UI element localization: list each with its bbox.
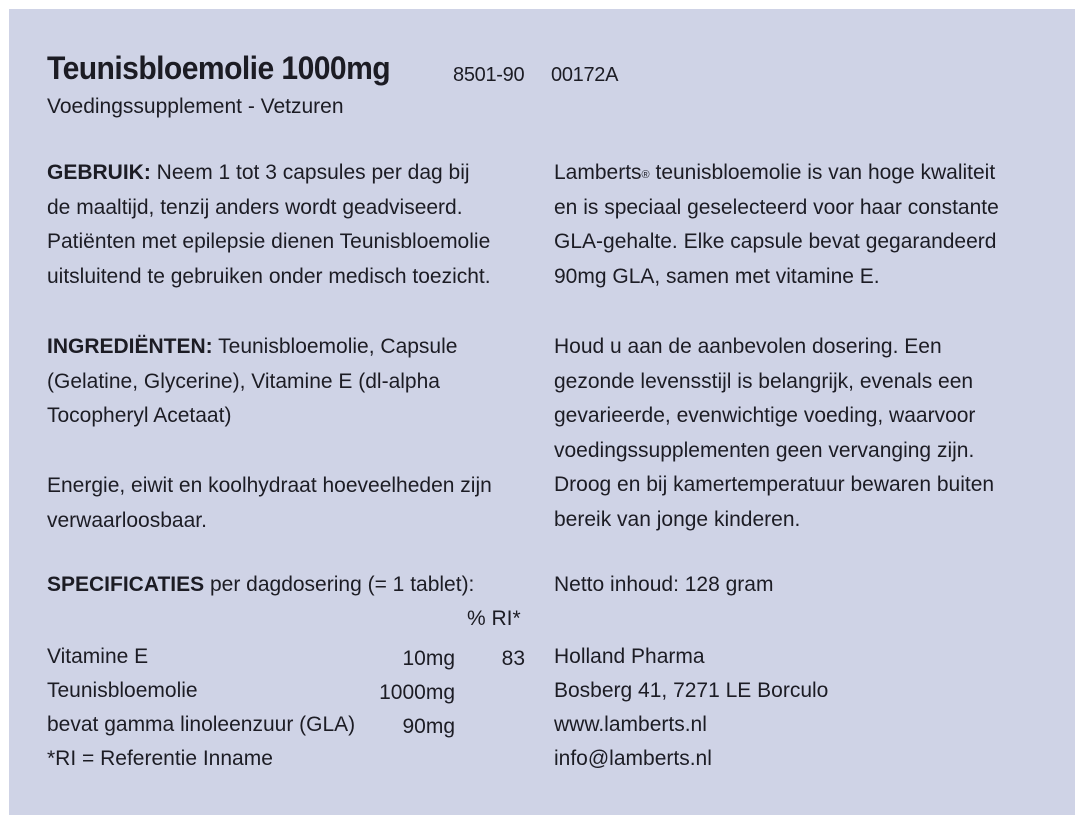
spec-name: Vitamine E [47,645,149,668]
energy-text: verwaarloosbaar. [47,508,207,532]
ingredients-text: (Gelatine, Glycerine), Vitamine E (dl-alpha [47,369,440,393]
spec-amount: 10mg [402,647,455,670]
ingredients-heading: INGREDIËNTEN: [47,335,213,358]
spec-name: Teunisbloemolie [47,679,198,702]
advice-text: gezonde levensstijl is belangrijk, evenals een [554,369,974,393]
specs-heading: SPECIFICATIES [47,573,205,596]
usage-heading: GEBRUIK: [47,161,151,184]
brand-name: Lamberts [554,161,642,184]
advice-section [554,330,1074,537]
energy-text: Energie, eiwit en koolhydraat hoeveelheden zijn [47,474,492,497]
product-code: 8501-90 [453,64,525,86]
quality-text: GLA-gehalte. Elke capsule bevat gegarandeerd [554,230,997,253]
ingredients-section [47,330,552,434]
ingredients-text: Teunisbloemolie, Capsule [212,335,458,358]
spec-name: bevat gamma linoleenzuur (GLA) [47,713,356,736]
usage-section [47,156,552,294]
product-label [9,9,1075,815]
product-subtitle: Voedingssupplement - Vetzuren [47,95,344,118]
company-address: Bosberg 41, 7271 LE Borculo [554,679,829,702]
company-section [554,640,1074,776]
spec-amount: 1000mg [379,681,455,704]
advice-text: voedingssupplementen geen vervanging zijn. [554,438,975,462]
company-email[interactable]: info@lamberts.nl [554,747,712,770]
quality-text: teunisbloemolie is van hoge kwaliteit [649,161,996,184]
registered-mark: ® [641,169,650,181]
usage-text: uitsluitend te gebruiken onder medisch toezicht. [47,264,491,288]
specs-heading-rest: per dagdosering (= 1 tablet): [204,573,475,596]
usage-text: Patiënten met epilepsie dienen Teunisbloemolie [47,230,491,253]
energy-note [47,469,552,538]
quality-section [554,156,1074,294]
usage-text: de maaltijd, tenzij anders wordt geadviseerd. [47,195,463,219]
net-contents: Netto inhoud: 128 gram [554,573,774,596]
spec-amount: 90mg [402,715,455,738]
usage-text: Neem 1 tot 3 capsules per dag bij [150,161,470,184]
spec-ri: 83 [501,647,525,670]
product-title: Teunisbloemolie 1000mg [47,50,391,86]
specs-footnote: *RI = Referentie Inname [47,747,273,770]
company-website[interactable]: www.lamberts.nl [554,713,707,736]
specs-heading-line [47,573,474,597]
advice-text: Droog en bij kamertemperatuur bewaren buiten [554,473,995,496]
ri-header: % RI* [467,607,521,630]
quality-text: 90mg GLA, samen met vitamine E. [554,264,880,288]
advice-text: Houd u aan de aanbevolen dosering. Een [554,335,942,358]
company-name: Holland Pharma [554,645,705,668]
ingredients-text: Tocopheryl Acetaat) [47,404,232,427]
advice-text: bereik van jonge kinderen. [554,507,801,531]
advice-text: gevarieerde, evenwichtige voeding, waarvoor [554,404,976,427]
batch-code: 00172A [551,64,619,86]
quality-text: en is speciaal geselecteerd voor haar constante [554,195,999,219]
